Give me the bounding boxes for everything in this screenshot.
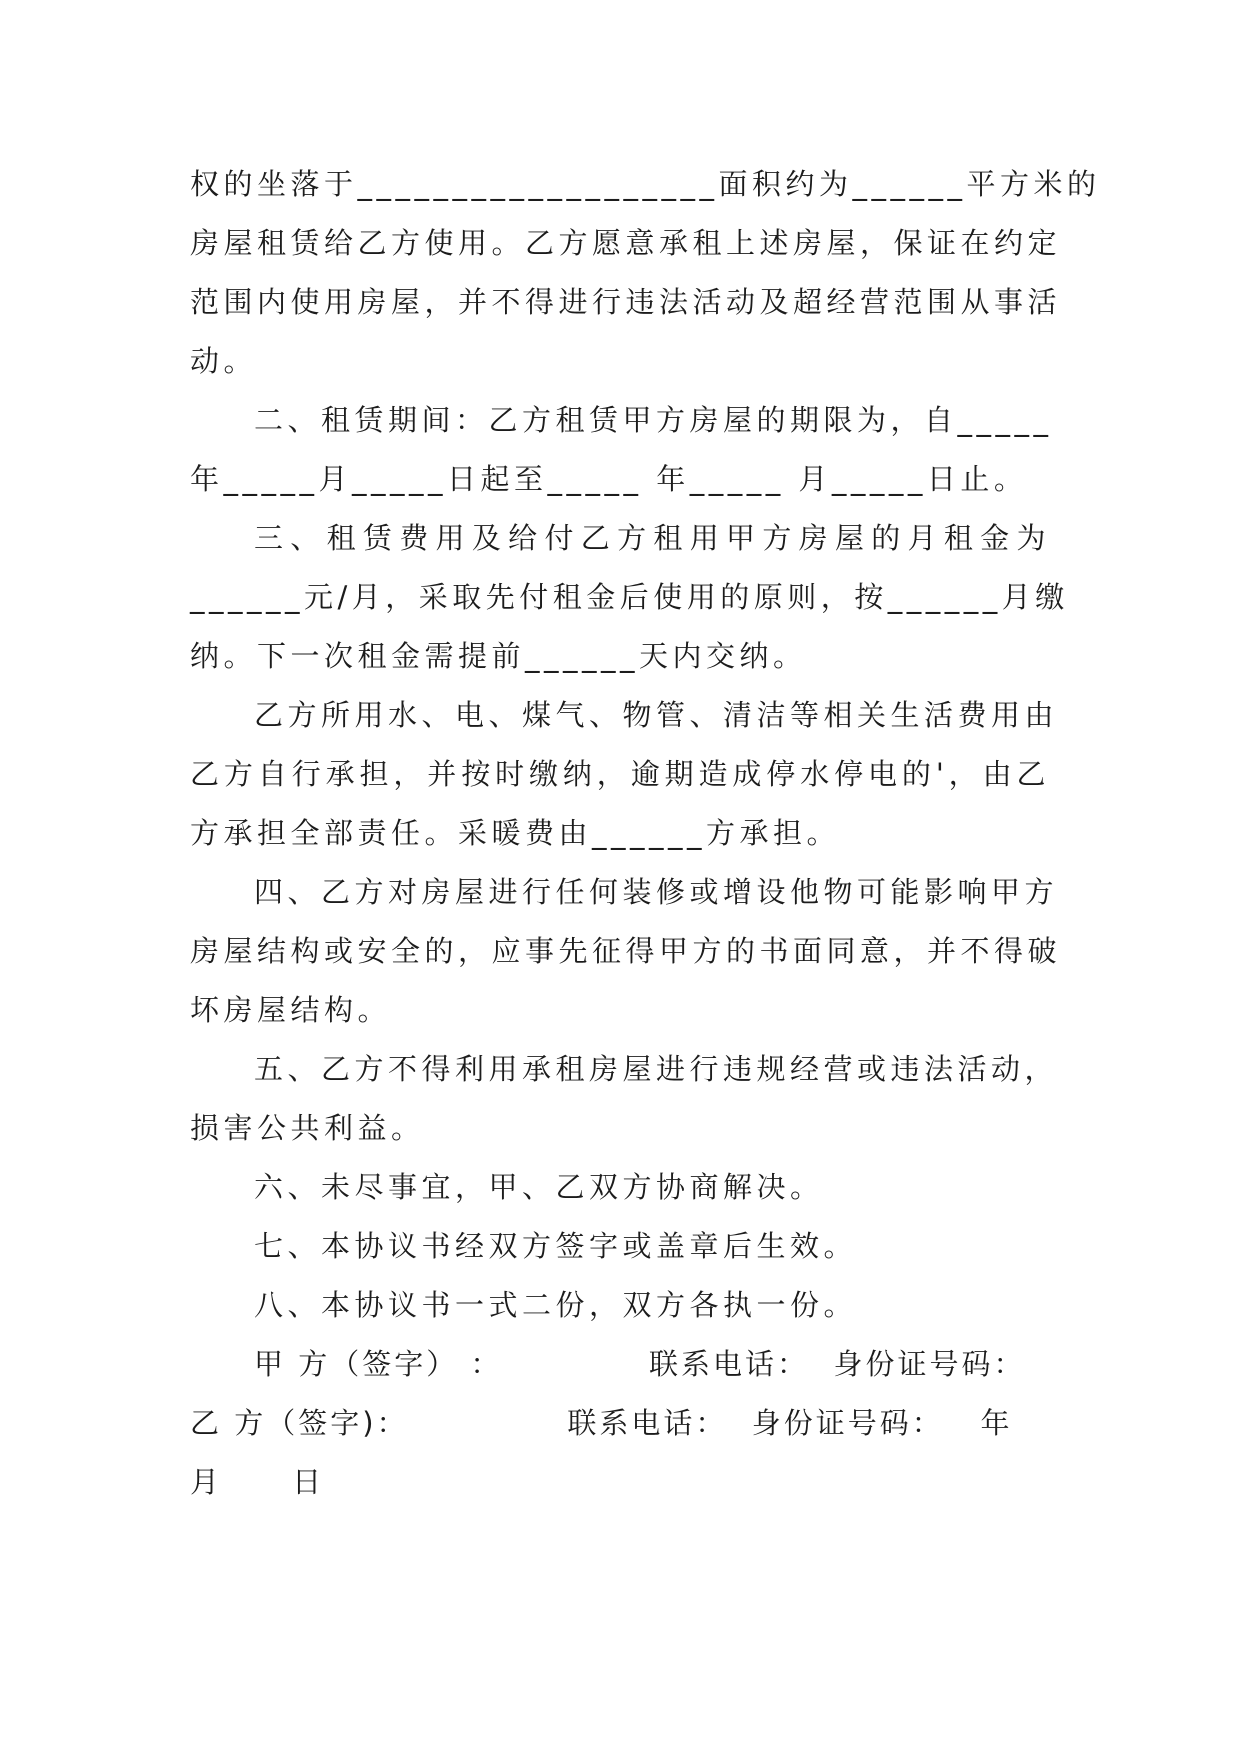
text-line: 房屋租赁给乙方使用。乙方愿意承租上述房屋，保证在约定 (190, 226, 1062, 260)
text-line: 坏房屋结构。 (190, 993, 392, 1027)
text-line: 二、租赁期间：乙方租赁甲方房屋的期限为，自_____ (254, 403, 1053, 437)
text-line: 乙方自行承担，并按时缴纳，逾期造成停水停电的'，由乙 (190, 757, 1050, 791)
text-line: 损害公共利益。 (190, 1111, 425, 1145)
signature-line-party-b: 乙 方（签字)： 联系电话： 身份证号码： 年 (190, 1406, 1013, 1440)
signature-line-party-a: 甲 方（签字） ： 联系电话： 身份证号码： (254, 1347, 1026, 1381)
text-line: ______元/月，采取先付租金后使用的原则，按______月缴 (190, 580, 1069, 614)
text-line: 年_____月_____日起至_____ 年_____ 月_____日止。 (190, 462, 1028, 496)
text-line: 七、本协议书经双方签字或盖章后生效。 (254, 1229, 858, 1263)
text-line: 动。 (190, 344, 258, 378)
text-line: 方承担全部责任。采暖费由______方承担。 (190, 816, 841, 850)
text-line: 四、乙方对房屋进行任何装修或增设他物可能影响甲方 (254, 875, 1059, 909)
text-line: 权的坐落于___________________面积约为______平方米的 (190, 167, 1101, 201)
text-line: 纳。下一次租金需提前______天内交纳。 (190, 639, 807, 673)
text-line: 五、乙方不得利用承租房屋进行违规经营或违法活动， (254, 1052, 1059, 1086)
text-line: 六、未尽事宜，甲、乙双方协商解决。 (254, 1170, 824, 1204)
date-line: 月 日 (190, 1465, 326, 1499)
text-line: 房屋结构或安全的，应事先征得甲方的书面同意，并不得破 (190, 934, 1062, 968)
text-line: 乙方所用水、电、煤气、物管、清洁等相关生活费用由 (254, 698, 1059, 732)
text-line: 范围内使用房屋，并不得进行违法活动及超经营范围从事活 (190, 285, 1062, 319)
text-line: 三、租赁费用及给付乙方租用甲方房屋的月租金为 (254, 521, 1050, 555)
text-line: 八、本协议书一式二份，双方各执一份。 (254, 1288, 858, 1322)
